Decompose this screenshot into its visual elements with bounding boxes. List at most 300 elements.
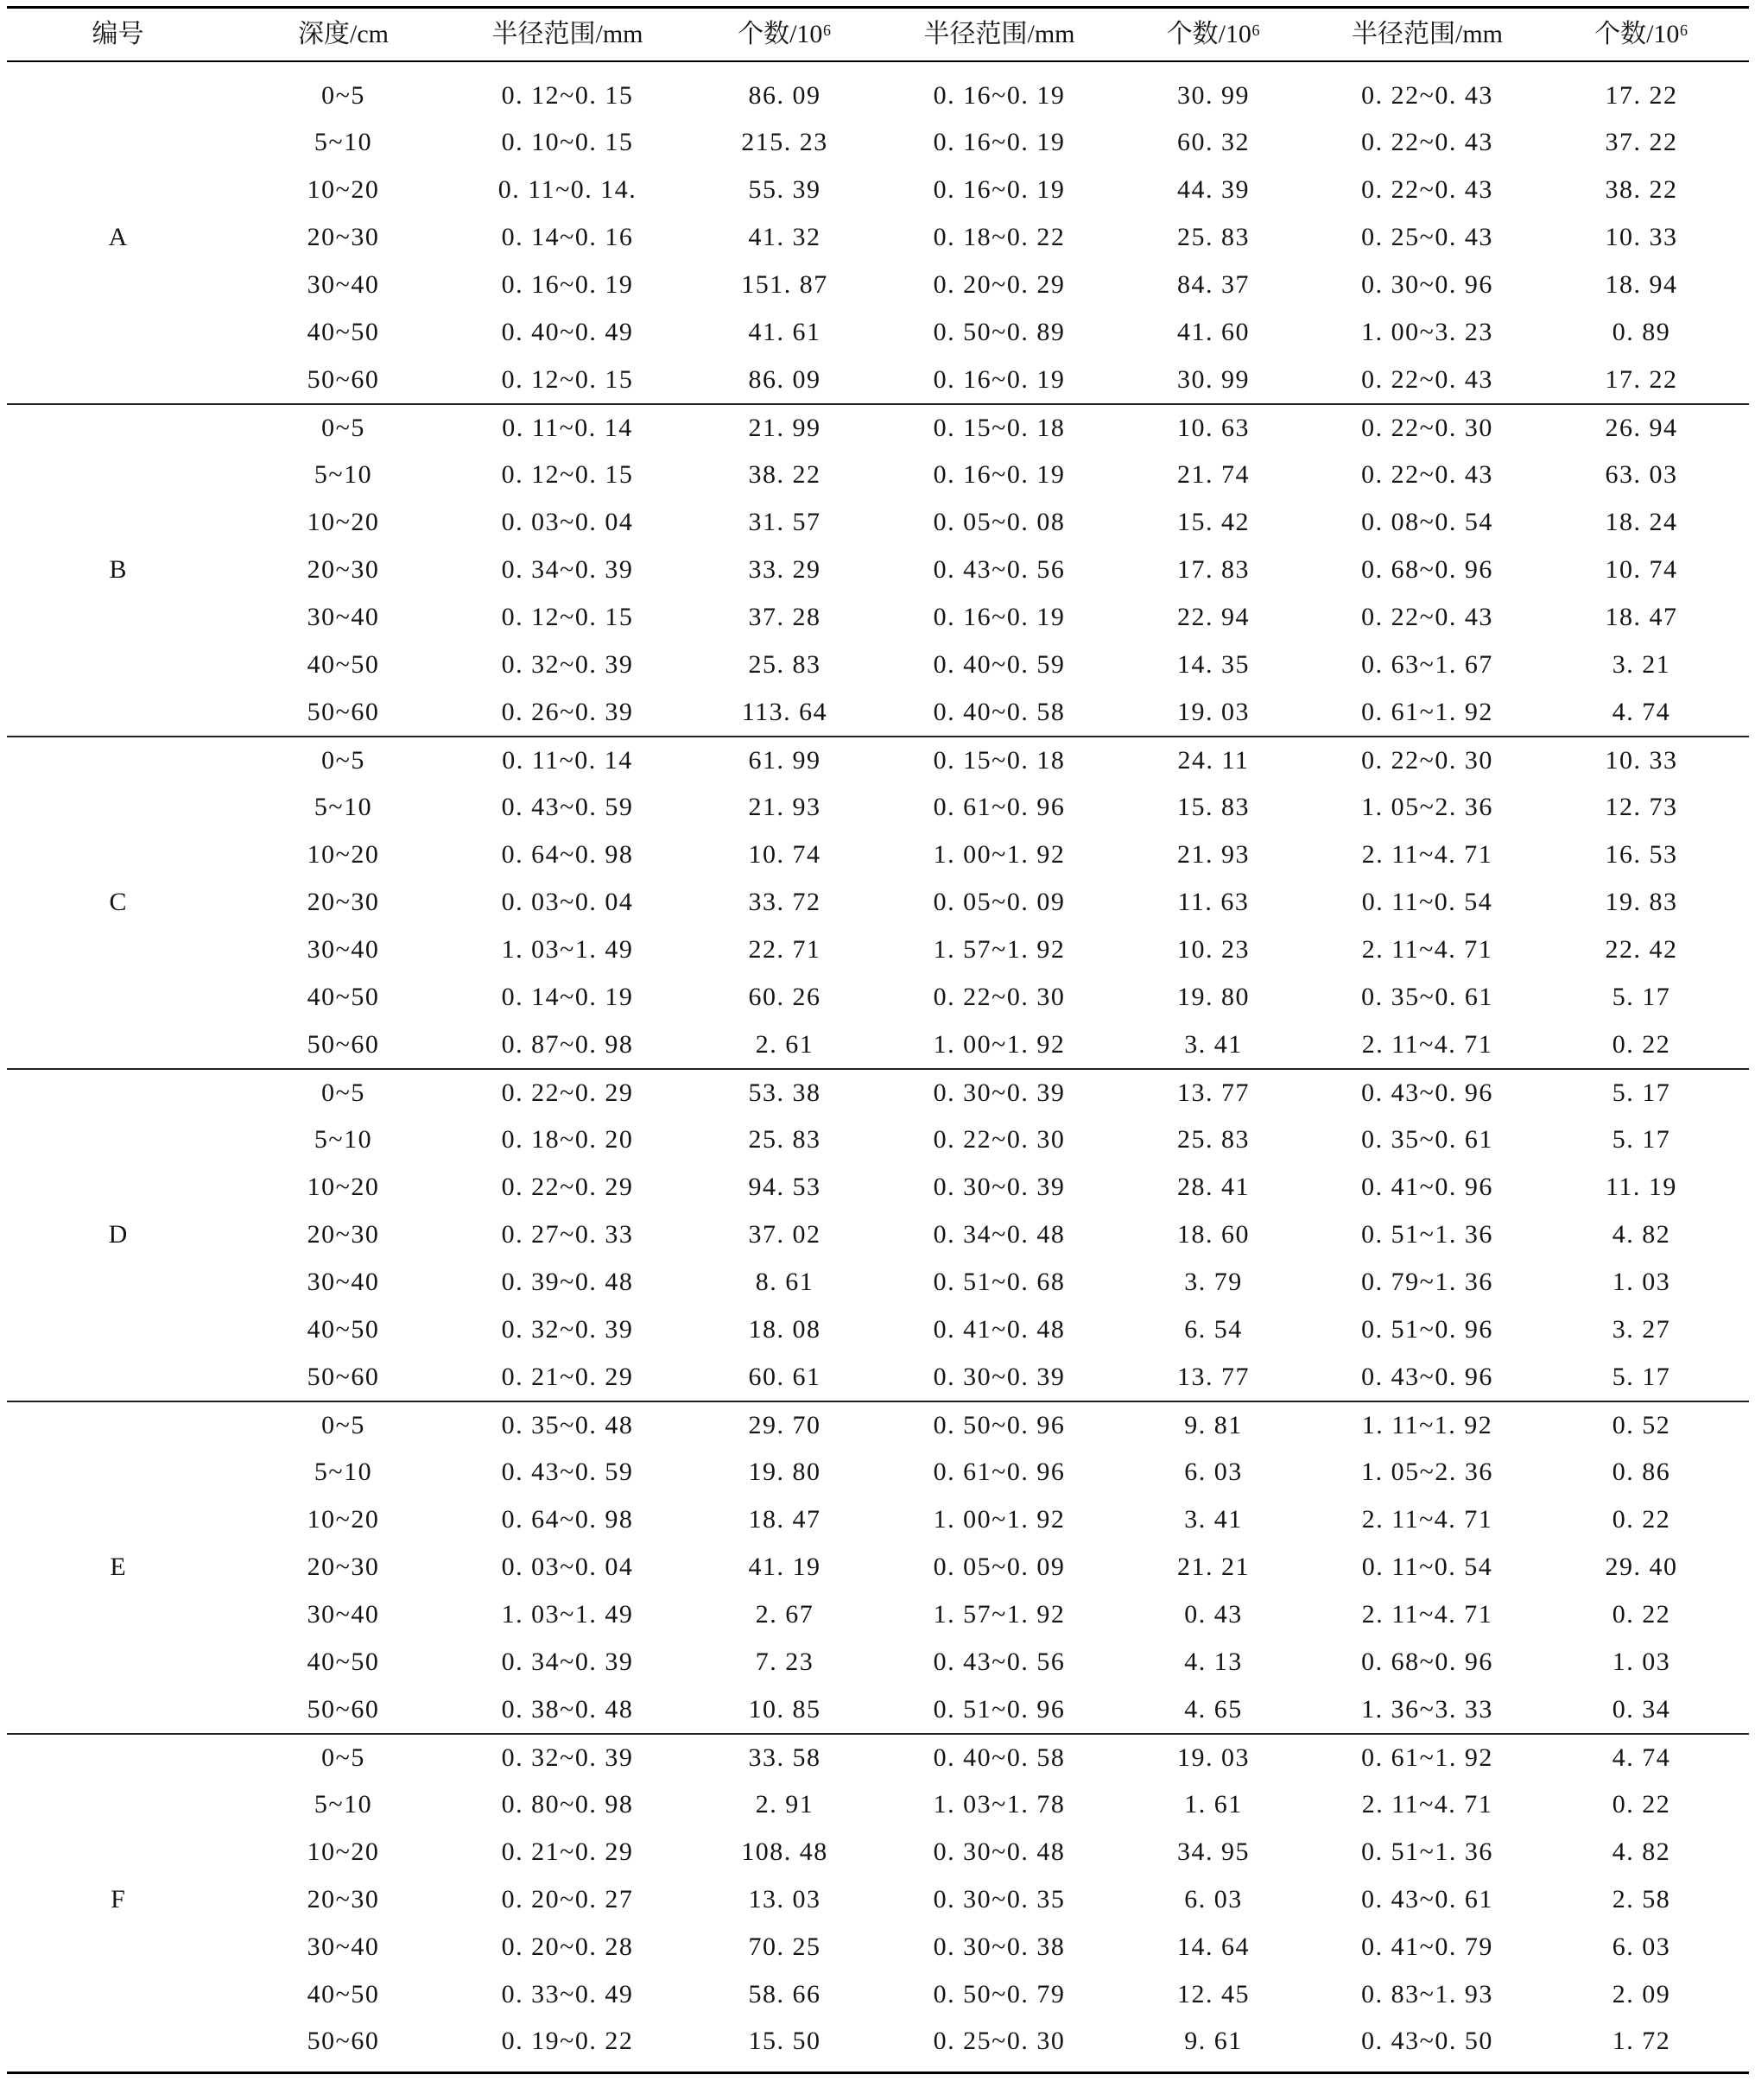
- cell-count-1: 2. 67: [755, 1600, 814, 1629]
- cell-radius-range-1: 0. 33~0. 49: [501, 1980, 634, 2008]
- cell-depth: 10~20: [307, 1505, 380, 1534]
- cell-count-1: 33. 72: [748, 888, 821, 916]
- cell-radius-range-3: 0. 51~1. 36: [1361, 1220, 1493, 1249]
- cell-radius-range-1: 0. 40~0. 49: [501, 318, 634, 346]
- cell-count-2: 10. 23: [1177, 935, 1250, 964]
- table-row: [7, 214, 1749, 262]
- cell-count-1: 53. 38: [677, 1069, 892, 1116]
- cell-count-3: 22. 42: [1605, 935, 1678, 964]
- cell-radius-range-3: 0. 43~0. 50: [1361, 2027, 1493, 2056]
- cell-radius-range-3: 2. 11~4. 71: [1361, 1505, 1493, 1534]
- table-row: [7, 1496, 1749, 1544]
- cell-radius-range-3: 0. 51~1. 36: [1361, 1838, 1493, 1866]
- cell-radius-range-2: 0. 22~0. 30: [933, 983, 1066, 1011]
- cell-radius-range-3: 0. 51~0. 96: [1361, 1315, 1493, 1344]
- cell-count-2: 14. 35: [1177, 650, 1250, 679]
- cell-radius-range-1: 0. 43~0. 59: [501, 1458, 634, 1486]
- cell-radius-range-2: 0. 50~0. 89: [933, 318, 1066, 346]
- cell-count-1: 86. 09: [748, 364, 821, 394]
- cell-count-2: 30. 99: [1177, 80, 1250, 110]
- cell-radius-range-1: 0. 03~0. 04: [501, 1553, 634, 1581]
- cell-count-2: 9. 61: [1184, 2027, 1243, 2056]
- cell-radius-range-1: 0. 03~0. 04: [501, 888, 634, 916]
- cell-count-1: 70. 25: [748, 1932, 821, 1961]
- cell-count-3: 63. 03: [1605, 460, 1678, 489]
- table-row: [7, 1401, 1749, 1449]
- cell-count-2: 11. 63: [1177, 888, 1250, 916]
- cell-radius-range-2: 0. 16~0. 19: [933, 460, 1066, 489]
- cell-depth: 0~5: [229, 1069, 458, 1116]
- cell-depth: 20~30: [307, 223, 380, 251]
- cell-count-1: 215. 23: [741, 128, 828, 156]
- cell-radius-range-3: 0. 68~0. 96: [1361, 555, 1493, 584]
- cell-depth: 40~50: [307, 983, 380, 1011]
- cell-radius-range-1: 0. 34~0. 39: [501, 1648, 634, 1676]
- cell-radius-range-3: 0. 41~0. 96: [1361, 1173, 1493, 1201]
- cell-depth: 50~60: [307, 364, 380, 394]
- table-row: [7, 547, 1749, 594]
- cell-count-1: 55. 39: [748, 175, 821, 204]
- cell-radius-range-2: 0. 61~0. 96: [933, 1458, 1066, 1486]
- cell-count-3: 18. 47: [1605, 603, 1678, 631]
- cell-count-1: 29. 70: [677, 1401, 892, 1449]
- table-row: [7, 1544, 1749, 1591]
- sample-id: C: [7, 737, 229, 1069]
- cell-count-2: 6. 03: [1184, 1885, 1243, 1913]
- cell-radius-range-2: 0. 05~0. 08: [933, 508, 1066, 536]
- cell-radius-range-1: 0. 11~0. 14: [458, 404, 677, 452]
- cell-radius-range-2: 1. 57~1. 92: [933, 935, 1066, 964]
- cell-radius-range-2: 0. 16~0. 19: [933, 80, 1066, 110]
- cell-depth: 10~20: [307, 508, 380, 536]
- table-row: [7, 737, 1749, 784]
- cell-radius-range-3: 0. 61~1. 92: [1321, 1734, 1534, 1781]
- cell-count-1: 37. 02: [748, 1220, 821, 1249]
- cell-count-1: 2. 61: [755, 1029, 814, 1059]
- cell-radius-range-2: 0. 05~0. 09: [933, 888, 1066, 916]
- cell-count-3: 0. 22: [1612, 1029, 1671, 1059]
- cell-count-2: 14. 64: [1177, 1932, 1250, 1961]
- table-row: [7, 1734, 1749, 1781]
- table-row: [7, 452, 1749, 499]
- cell-depth: 5~10: [314, 460, 373, 489]
- cell-count-3: 1. 03: [1612, 1648, 1671, 1676]
- table-row: [7, 1781, 1749, 1829]
- cell-count-2: 13. 77: [1106, 1069, 1321, 1116]
- header-count-2: 个数/10⁶: [1106, 8, 1321, 61]
- header-depth: 深度/cm: [229, 8, 458, 61]
- cell-count-1: 31. 57: [748, 508, 821, 536]
- table-row: [7, 404, 1749, 452]
- cell-count-1: 41. 61: [748, 318, 821, 346]
- cell-count-2: 4. 13: [1184, 1648, 1243, 1676]
- cell-count-3: 26. 94: [1534, 404, 1749, 452]
- cell-radius-range-2: 0. 30~0. 35: [933, 1885, 1066, 1913]
- cell-radius-range-2: 0. 40~0. 58: [892, 1734, 1106, 1781]
- cell-radius-range-3: 1. 00~3. 23: [1361, 318, 1493, 346]
- table-row: [7, 1259, 1749, 1306]
- cell-count-2: 19. 80: [1177, 983, 1250, 1011]
- table-row: [7, 1306, 1749, 1354]
- cell-radius-range-2: 0. 30~0. 38: [933, 1932, 1066, 1961]
- cell-count-3: 0. 52: [1534, 1401, 1749, 1449]
- cell-depth: 50~60: [307, 2027, 380, 2056]
- sample-group-c: [7, 737, 1749, 1069]
- cell-radius-range-2: 0. 22~0. 30: [933, 1125, 1066, 1154]
- cell-depth: 0~5: [229, 1734, 458, 1781]
- cell-depth: 5~10: [314, 1790, 373, 1819]
- cell-count-3: 16. 53: [1605, 840, 1678, 869]
- cell-radius-range-3: 2. 11~4. 71: [1361, 1600, 1493, 1629]
- cell-radius-range-3: 0. 83~1. 93: [1361, 1980, 1493, 2008]
- cell-count-3: 0. 86: [1612, 1458, 1671, 1486]
- cell-radius-range-3: 0. 35~0. 61: [1361, 1125, 1493, 1154]
- cell-depth: 0~5: [229, 404, 458, 452]
- cell-count-1: 113. 64: [741, 697, 828, 726]
- cell-radius-range-1: 0. 21~0. 29: [501, 1362, 634, 1391]
- cell-radius-range-2: 0. 16~0. 19: [933, 175, 1066, 204]
- cell-count-1: 38. 22: [748, 460, 821, 489]
- cell-radius-range-1: 0. 14~0. 16: [501, 223, 634, 251]
- table-row: [7, 1164, 1749, 1211]
- cell-count-3: 2. 09: [1612, 1980, 1671, 2008]
- cell-depth: 10~20: [307, 1838, 380, 1866]
- cell-radius-range-1: 1. 03~1. 49: [501, 1600, 634, 1629]
- cell-count-3: 18. 24: [1605, 508, 1678, 536]
- cell-depth: 5~10: [314, 1125, 373, 1154]
- cell-count-2: 0. 43: [1184, 1600, 1243, 1629]
- cell-radius-range-1: 0. 27~0. 33: [501, 1220, 634, 1249]
- cell-radius-range-3: 1. 05~2. 36: [1361, 1458, 1493, 1486]
- cell-count-2: 17. 83: [1177, 555, 1250, 584]
- cell-count-1: 21. 99: [677, 404, 892, 452]
- cell-count-3: 2. 58: [1612, 1885, 1671, 1913]
- cell-count-3: 0. 89: [1612, 318, 1671, 346]
- header-radius-range-2: 半径范围/mm: [892, 8, 1106, 61]
- cell-count-1: 61. 99: [677, 737, 892, 784]
- cell-radius-range-3: 0. 22~0. 43: [1361, 460, 1493, 489]
- cell-radius-range-2: 1. 57~1. 92: [933, 1600, 1066, 1629]
- cell-radius-range-2: 0. 16~0. 19: [933, 364, 1066, 394]
- cell-radius-range-1: 0. 12~0. 15: [501, 80, 634, 110]
- cell-count-2: 22. 94: [1177, 603, 1250, 631]
- cell-radius-range-1: 0. 21~0. 29: [501, 1838, 634, 1866]
- cell-count-2: 28. 41: [1177, 1173, 1250, 1201]
- cell-count-1: 19. 80: [748, 1458, 821, 1486]
- cell-radius-range-1: 0. 10~0. 15: [501, 128, 634, 156]
- header-row: [7, 8, 1749, 61]
- cell-radius-range-3: 0. 22~0. 30: [1321, 404, 1534, 452]
- cell-depth: 30~40: [307, 603, 380, 631]
- cell-count-1: 18. 47: [748, 1505, 821, 1534]
- sample-id: A: [108, 223, 128, 251]
- cell-count-1: 41. 32: [748, 223, 821, 251]
- cell-depth: 30~40: [307, 935, 380, 964]
- cell-count-3: 29. 40: [1605, 1553, 1678, 1581]
- cell-depth: 20~30: [307, 888, 380, 916]
- cell-count-3: 1. 03: [1612, 1268, 1671, 1296]
- cell-count-1: 22. 71: [748, 935, 821, 964]
- cell-count-3: 0. 34: [1612, 1694, 1671, 1724]
- cell-radius-range-3: 2. 11~4. 71: [1361, 840, 1493, 869]
- cell-count-3: 10. 74: [1605, 555, 1678, 584]
- sample-group-d: [7, 1069, 1749, 1401]
- table-row: [7, 1211, 1749, 1259]
- cell-count-2: 9. 81: [1106, 1401, 1321, 1449]
- cell-radius-range-2: 0. 43~0. 56: [933, 1648, 1066, 1676]
- cell-radius-range-2: 0. 50~0. 96: [892, 1401, 1106, 1449]
- cell-radius-range-1: 0. 87~0. 98: [501, 1029, 634, 1059]
- cell-count-2: 84. 37: [1177, 270, 1250, 299]
- cell-count-3: 10. 33: [1534, 737, 1749, 784]
- cell-count-3: 19. 83: [1605, 888, 1678, 916]
- cell-radius-range-3: 0. 35~0. 61: [1361, 983, 1493, 1011]
- cell-count-2: 3. 41: [1184, 1029, 1243, 1059]
- cell-count-3: 6. 03: [1612, 1932, 1671, 1961]
- table-row: [7, 784, 1749, 832]
- cell-count-2: 18. 60: [1177, 1220, 1250, 1249]
- cell-count-3: 0. 22: [1612, 1505, 1671, 1534]
- table-row: [7, 1069, 1749, 1116]
- cell-radius-range-2: 0. 30~0. 39: [933, 1362, 1066, 1391]
- table-header: [7, 8, 1749, 61]
- table-row: [7, 927, 1749, 974]
- cell-radius-range-1: 0. 18~0. 20: [501, 1125, 634, 1154]
- cell-radius-range-3: 0. 43~0. 61: [1361, 1885, 1493, 1913]
- cell-depth: 10~20: [307, 175, 380, 204]
- cell-count-2: 19. 03: [1106, 1734, 1321, 1781]
- cell-count-2: 21. 21: [1177, 1553, 1250, 1581]
- cell-radius-range-3: 0. 22~0. 43: [1361, 603, 1493, 631]
- cell-count-2: 3. 41: [1184, 1505, 1243, 1534]
- cell-depth: 5~10: [314, 1458, 373, 1486]
- cell-count-2: 44. 39: [1177, 175, 1250, 204]
- cell-depth: 40~50: [307, 1980, 380, 2008]
- cell-count-3: 5. 17: [1534, 1069, 1749, 1116]
- cell-radius-range-3: 0. 22~0. 43: [1361, 175, 1493, 204]
- cell-count-2: 6. 03: [1184, 1458, 1243, 1486]
- cell-radius-range-3: 0. 68~0. 96: [1361, 1648, 1493, 1676]
- cell-radius-range-2: 0. 43~0. 56: [933, 555, 1066, 584]
- cell-radius-range-1: 0. 38~0. 48: [501, 1694, 634, 1724]
- table-row: [7, 1924, 1749, 1971]
- cell-radius-range-3: 0. 43~0. 96: [1321, 1069, 1534, 1116]
- cell-count-3: 18. 94: [1605, 270, 1678, 299]
- table-row: [7, 1449, 1749, 1496]
- cell-count-3: 4. 82: [1612, 1838, 1671, 1866]
- cell-count-3: 37. 22: [1605, 128, 1678, 156]
- sample-id: B: [7, 404, 229, 737]
- cell-count-2: 6. 54: [1184, 1315, 1243, 1344]
- cell-depth: 30~40: [307, 1600, 380, 1629]
- table-row: [7, 1971, 1749, 2019]
- table-row: [7, 594, 1749, 642]
- cell-depth: 20~30: [307, 1885, 380, 1913]
- cell-count-2: 41. 60: [1177, 318, 1250, 346]
- cell-radius-range-2: 0. 51~0. 96: [933, 1694, 1066, 1724]
- cell-count-1: 94. 53: [748, 1173, 821, 1201]
- cell-radius-range-2: 1. 00~1. 92: [933, 1029, 1066, 1059]
- cell-depth: 10~20: [307, 1173, 380, 1201]
- cell-radius-range-2: 0. 41~0. 48: [933, 1315, 1066, 1344]
- cell-count-1: 37. 28: [748, 603, 821, 631]
- cell-radius-range-2: 0. 51~0. 68: [933, 1268, 1066, 1296]
- sample-id: F: [7, 1734, 229, 2073]
- cell-count-3: 3. 27: [1612, 1315, 1671, 1344]
- table-row: [7, 1022, 1749, 1069]
- cell-radius-range-1: 0. 43~0. 59: [501, 793, 634, 821]
- cell-radius-range-1: 0. 22~0. 29: [458, 1069, 677, 1116]
- table-row: [7, 974, 1749, 1022]
- cell-radius-range-3: 0. 22~0. 43: [1361, 128, 1493, 156]
- cell-radius-range-3: 0. 22~0. 43: [1361, 364, 1493, 394]
- table-row: [7, 119, 1749, 167]
- cell-radius-range-3: 2. 11~4. 71: [1361, 935, 1493, 964]
- cell-depth: 20~30: [307, 1220, 380, 1249]
- cell-count-1: 60. 61: [748, 1362, 821, 1391]
- cell-depth: 50~60: [307, 697, 380, 726]
- cell-depth: 10~20: [307, 840, 380, 869]
- cell-count-2: 15. 83: [1177, 793, 1250, 821]
- table-row: [7, 1686, 1749, 1734]
- cell-count-3: 5. 17: [1612, 1362, 1671, 1391]
- header-id: 编号: [7, 8, 229, 61]
- cell-depth: 0~5: [229, 1401, 458, 1449]
- sample-id: D: [7, 1069, 229, 1401]
- cell-radius-range-1: 0. 20~0. 27: [501, 1885, 634, 1913]
- cell-count-1: 108. 48: [741, 1838, 828, 1866]
- cell-radius-range-3: 0. 11~0. 54: [1361, 888, 1493, 916]
- cell-depth: 30~40: [307, 1268, 380, 1296]
- cell-depth: 40~50: [307, 318, 380, 346]
- cell-radius-range-3: 0. 22~0. 43: [1361, 80, 1493, 110]
- table-row: [7, 1876, 1749, 1924]
- cell-radius-range-1: 0. 64~0. 98: [501, 840, 634, 869]
- cell-count-2: 21. 93: [1177, 840, 1250, 869]
- cell-radius-range-2: 0. 34~0. 48: [933, 1220, 1066, 1249]
- cell-count-3: 3. 21: [1612, 650, 1671, 679]
- cell-count-3: 38. 22: [1605, 175, 1678, 204]
- cell-count-2: 19. 03: [1177, 697, 1250, 726]
- table-row: [7, 2019, 1749, 2073]
- cell-radius-range-2: 0. 20~0. 29: [933, 270, 1066, 299]
- cell-radius-range-2: 1. 03~1. 78: [933, 1790, 1066, 1819]
- cell-radius-range-2: 0. 40~0. 58: [933, 697, 1066, 726]
- cell-radius-range-3: 1. 11~1. 92: [1321, 1401, 1534, 1449]
- cell-depth: 30~40: [307, 270, 380, 299]
- cell-count-1: 86. 09: [748, 80, 821, 110]
- cell-count-2: 60. 32: [1177, 128, 1250, 156]
- cell-depth: 0~5: [321, 80, 365, 110]
- cell-count-1: 8. 61: [755, 1268, 814, 1296]
- cell-radius-range-1: 0. 39~0. 48: [501, 1268, 634, 1296]
- cell-count-3: 12. 73: [1605, 793, 1678, 821]
- cell-count-1: 15. 50: [748, 2027, 821, 2056]
- cell-count-1: 41. 19: [748, 1553, 821, 1581]
- cell-radius-range-3: 1. 36~3. 33: [1361, 1694, 1493, 1724]
- cell-radius-range-3: 0. 30~0. 96: [1361, 270, 1493, 299]
- table-row: [7, 1354, 1749, 1401]
- cell-radius-range-1: 0. 19~0. 22: [501, 2027, 634, 2056]
- cell-count-3: 5. 17: [1612, 1125, 1671, 1154]
- cell-count-2: 30. 99: [1177, 364, 1250, 394]
- cell-radius-range-1: 0. 32~0. 39: [501, 650, 634, 679]
- cell-radius-range-3: 0. 25~0. 43: [1361, 223, 1493, 251]
- cell-count-1: 10. 74: [748, 840, 821, 869]
- table-row: [7, 1829, 1749, 1876]
- cell-radius-range-1: 0. 12~0. 15: [501, 364, 634, 394]
- cell-radius-range-2: 0. 50~0. 79: [933, 1980, 1066, 2008]
- table-row: [7, 1591, 1749, 1639]
- cell-radius-range-1: 0. 11~0. 14: [458, 737, 677, 784]
- cell-count-3: 1. 72: [1612, 2027, 1671, 2056]
- cell-radius-range-1: 0. 22~0. 29: [501, 1173, 634, 1201]
- cell-depth: 50~60: [307, 1694, 380, 1724]
- cell-count-2: 12. 45: [1177, 1980, 1250, 2008]
- cell-count-2: 25. 83: [1177, 223, 1250, 251]
- cell-radius-range-1: 0. 26~0. 39: [501, 697, 634, 726]
- sample-group-b: [7, 404, 1749, 737]
- cell-count-1: 25. 83: [748, 1125, 821, 1154]
- cell-radius-range-1: 0. 64~0. 98: [501, 1505, 634, 1534]
- cell-depth: 40~50: [307, 1315, 380, 1344]
- cell-radius-range-3: 1. 05~2. 36: [1361, 793, 1493, 821]
- cell-count-2: 34. 95: [1177, 1838, 1250, 1866]
- cell-depth: 0~5: [229, 737, 458, 784]
- cell-depth: 50~60: [307, 1029, 380, 1059]
- cell-radius-range-3: 0. 63~1. 67: [1361, 650, 1493, 679]
- cell-count-2: 4. 65: [1184, 1694, 1243, 1724]
- cell-depth: 40~50: [307, 650, 380, 679]
- cell-count-1: 7. 23: [755, 1648, 814, 1676]
- cell-radius-range-1: 0. 20~0. 28: [501, 1932, 634, 1961]
- cell-count-2: 1. 61: [1184, 1790, 1243, 1819]
- cell-radius-range-1: 0. 16~0. 19: [501, 270, 634, 299]
- cell-radius-range-3: 0. 11~0. 54: [1361, 1553, 1493, 1581]
- table-row: [7, 61, 1749, 119]
- cell-count-2: 13. 77: [1177, 1362, 1250, 1391]
- table-row: [7, 167, 1749, 214]
- table-row: [7, 689, 1749, 737]
- cell-count-1: 151. 87: [741, 270, 828, 299]
- sample-group-e: [7, 1401, 1749, 1734]
- table-row: [7, 1116, 1749, 1164]
- cell-count-3: 4. 74: [1534, 1734, 1749, 1781]
- cell-radius-range-1: 0. 11~0. 14.: [497, 175, 637, 204]
- cell-count-2: 3. 79: [1184, 1268, 1243, 1296]
- cell-count-3: 10. 33: [1605, 223, 1678, 251]
- cell-radius-range-2: 0. 05~0. 09: [933, 1553, 1066, 1581]
- cell-depth: 20~30: [307, 1553, 380, 1581]
- cell-count-3: 0. 22: [1612, 1600, 1671, 1629]
- cell-radius-range-2: 0. 40~0. 59: [933, 650, 1066, 679]
- cell-count-1: 33. 29: [748, 555, 821, 584]
- cell-radius-range-2: 0. 16~0. 19: [933, 128, 1066, 156]
- cell-count-3: 4. 82: [1612, 1220, 1671, 1249]
- cell-radius-range-1: 0. 32~0. 39: [501, 1315, 634, 1344]
- cell-count-2: 21. 74: [1177, 460, 1250, 489]
- cell-depth: 50~60: [307, 1362, 380, 1391]
- cell-count-1: 2. 91: [755, 1790, 814, 1819]
- header-radius-range-3: 半径范围/mm: [1321, 8, 1534, 61]
- cell-count-1: 25. 83: [748, 650, 821, 679]
- cell-radius-range-1: 1. 03~1. 49: [501, 935, 634, 964]
- table-row: [7, 832, 1749, 879]
- cell-radius-range-2: 0. 16~0. 19: [933, 603, 1066, 631]
- table-row: [7, 642, 1749, 689]
- cell-radius-range-2: 1. 00~1. 92: [933, 1505, 1066, 1534]
- sample-id: E: [7, 1401, 229, 1734]
